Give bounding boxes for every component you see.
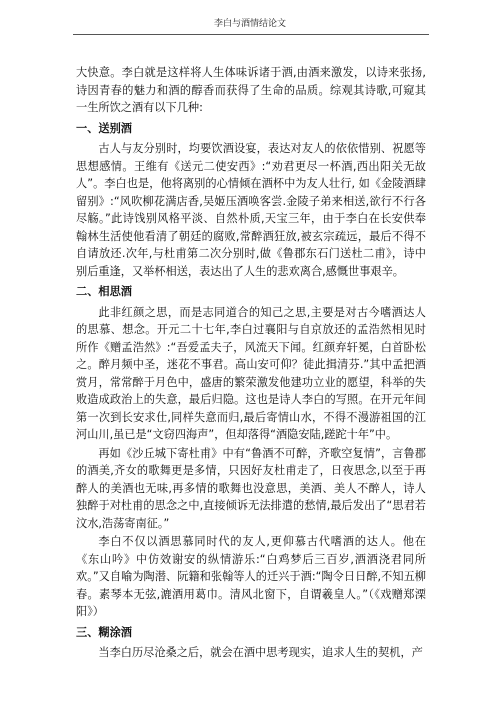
longing-wine-paragraph-1: 此非红颜之思，而是志同道合的知己之思,主要是对古今嗜酒达人的思慕、想念。开元二十七年,李白过襄阳与自京放还的孟浩然相见时所作《赠孟浩然》:“吾爱孟夫子，风流天下闻。红颜弃轩冕，白首卧松之。醉月频中圣，迷花不事君。高山安可仰？徒此揖清芬.”其中孟把酒赏月，常常醉于月色中，盛唐的繁荣激发他建功立业的愿望，科举的失败造成政治上的失意，最后归隐。这也是诗人李白的写照。在开元年间第一次到长安求仕,同样失意而归,最后寄情山水，不得不漫游祖国的江河山川,虽已是“文窃四海声”，但却落得“酒隐安陆,蹉跎十年”中。 (76, 305, 426, 441)
running-header: 李白与酒情结论文 (213, 19, 286, 29)
intro-paragraph: 大快意。李白就是这样将人生体味诉诸于酒,由酒来激发，以诗来张扬,诗因青春的魅力和酒的醇香而获得了生命的品质。综观其诗歌,可窥其一生所饮之酒有以下几种: (76, 66, 426, 114)
longing-wine-paragraph-2: 再如《沙丘城下寄杜甫》中有“鲁酒不可醉，齐歌空复情”，言鲁郡的酒美,齐女的歌舞更是多情，只因好友杜甫走了，日夜思念,以至于再醉人的美酒也无味,再多情的歌舞也没意思，美酒、美人不醉人，诗人独醉于对杜甫的思念之中,直接倾诉无法排遣的愁情,最后发出了“思君若汶水,浩荡寄南征。” (76, 446, 426, 530)
section-heading-longing-wine: 二、相思酒 (76, 285, 132, 298)
longing-wine-paragraph-3: 李白不仅以酒思慕同时代的友人,更仰慕古代嗜酒的达人。他在《东山吟》中仿效谢安的纵情游乐:“白鸡梦后三百岁,酒酒浇君同所欢。”又自喻为陶潜、阮籍和张翰等人的迁兴于酒:“陶令日日醉,不知五柳春。素琴本无弦,漉酒用葛巾。清风北窗下，自谓羲皇人。”（《戏赠郑溧阳》） (76, 535, 426, 618)
muddled-wine-paragraph: 当李白历尽沧桑之后，就会在酒中思考现实，追求人生的契机，产 (98, 646, 423, 659)
section-heading-muddled-wine: 三、糊涂酒 (76, 625, 132, 639)
header-divider (73, 34, 429, 35)
farewell-wine-paragraph: 古人与友分别时，均要饮酒设宴，表达对友人的依依惜别、祝愿等思想感情。王维有《送元二使安西》:“劝君更尽一杯酒,西出阳关无故人”。李白也是，他将离别的心情倾在酒杯中为友人壮行, 如《金陵酒肆留别》:“风吹柳花满店香,吴姬压酒唤客尝.金陵子弟来相送,欲行不行各尽觞。”此诗饯别风格平淡、自然朴质,天宝三年，由于李白在长安供奉翰林生活使他看清了朝廷的腐败,常醉酒狂放,被玄宗疏远，最后不得不自请放还.次年,与杜甫第二次分别时,做《鲁郡东石门送杜二甫》，诗中别后重逢，又举杯相送，表达出了人生的悲欢离合,感慨世事艰辛。 (76, 142, 426, 278)
section-heading-farewell-wine: 一、送别酒 (76, 121, 132, 135)
document-body (76, 64, 426, 663)
